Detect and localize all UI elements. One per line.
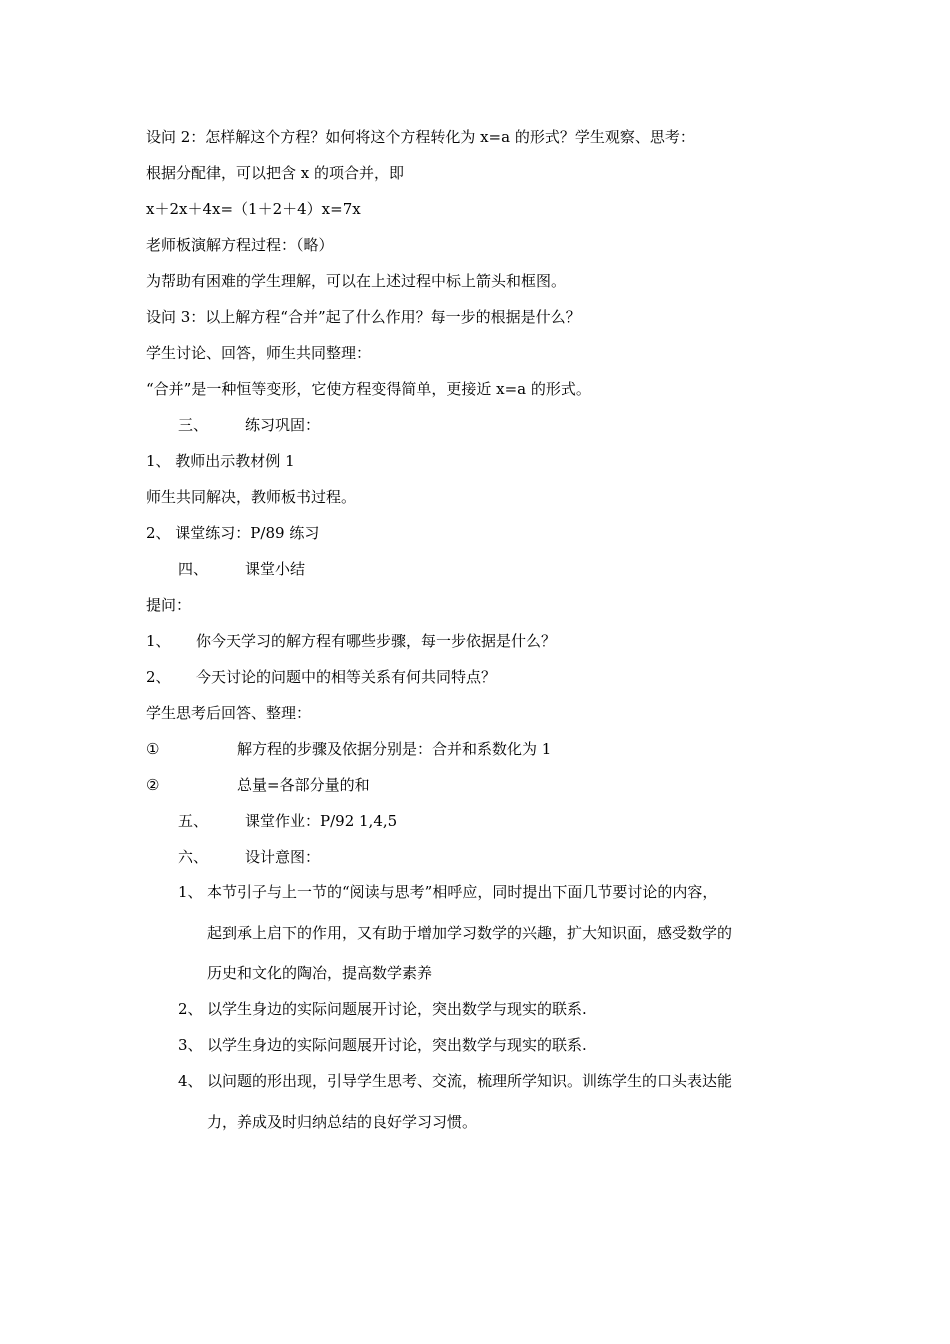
section-6-title: 设计意图： bbox=[245, 848, 321, 866]
practice-item-2: 2、 课堂练习：P/89 练习 bbox=[146, 524, 320, 542]
intent-item-1-line-2: 起到承上启下的作用，又有助于增加学习数学的兴趣，扩大知识面，感受数学的 bbox=[207, 924, 733, 942]
intent-item-3-number: 3、 bbox=[178, 1036, 203, 1054]
summary-after: 学生思考后回答、整理： bbox=[146, 704, 312, 722]
practice-item-1-detail: 师生共同解决，教师板书过程。 bbox=[146, 488, 357, 506]
intent-item-3-text: 以学生身边的实际问题展开讨论，突出数学与现实的联系. bbox=[207, 1036, 587, 1054]
intent-item-1-line-1: 本节引子与上一节的“阅读与思考”相呼应，同时提出下面几节要讨论的内容， bbox=[207, 883, 718, 901]
intent-item-4-line-1: 以问题的形出现，引导学生思考、交流，梳理所学知识。训练学生的口头表达能 bbox=[207, 1072, 733, 1090]
summary-answer-2-text: 总量=各部分量的和 bbox=[237, 776, 370, 794]
distributive-law-line: 根据分配律，可以把含 x 的项合并，即 bbox=[146, 164, 404, 182]
summary-question-2-text: 今天讨论的问题中的相等关系有何共同特点？ bbox=[196, 668, 497, 686]
intent-item-4-line-2: 力，养成及时归纳总结的良好学习习惯。 bbox=[207, 1113, 478, 1131]
section-6-number: 六、 bbox=[178, 848, 209, 866]
section-5-title: 课堂作业：P/92 1,4,5 bbox=[245, 812, 398, 830]
help-line: 为帮助有困难的学生理解，可以在上述过程中标上箭头和框图。 bbox=[146, 272, 567, 290]
question-2-line: 设问 2：怎样解这个方程？如何将这个方程转化为 x=a 的形式？学生观察、思考： bbox=[146, 128, 695, 146]
intent-item-2-number: 2、 bbox=[178, 1000, 203, 1018]
section-3-number: 三、 bbox=[178, 416, 209, 434]
summary-ask: 提问： bbox=[146, 596, 192, 614]
teacher-demo-line: 老师板演解方程过程：（略） bbox=[146, 236, 334, 254]
summary-question-1-number: 1、 bbox=[146, 632, 171, 650]
summary-answer-2-marker: ② bbox=[146, 776, 160, 794]
equation-line: x＋2x＋4x=（1＋2＋4）x=7x bbox=[146, 200, 361, 218]
intent-item-1-line-3: 历史和文化的陶冶，提高数学素养 bbox=[207, 964, 433, 982]
intent-item-4-number: 4、 bbox=[178, 1072, 203, 1090]
section-4-number: 四、 bbox=[178, 560, 209, 578]
intent-item-2-text: 以学生身边的实际问题展开讨论，突出数学与现实的联系. bbox=[207, 1000, 587, 1018]
summary-answer-1-text: 解方程的步骤及依据分别是：合并和系数化为 1 bbox=[237, 740, 552, 758]
summary-question-1-text: 你今天学习的解方程有哪些步骤，每一步依据是什么？ bbox=[196, 632, 557, 650]
summary-question-2-number: 2、 bbox=[146, 668, 171, 686]
merge-line: “合并”是一种恒等变形，它使方程变得简单，更接近 x=a 的形式。 bbox=[146, 380, 591, 398]
section-4-title: 课堂小结 bbox=[245, 560, 306, 578]
discussion-line: 学生讨论、回答，师生共同整理： bbox=[146, 344, 372, 362]
section-3-title: 练习巩固： bbox=[245, 416, 321, 434]
intent-item-1-number: 1、 bbox=[178, 883, 203, 901]
summary-answer-1-marker: ① bbox=[146, 740, 160, 758]
section-5-number: 五、 bbox=[178, 812, 209, 830]
practice-item-1: 1、 教师出示教材例 1 bbox=[146, 452, 295, 470]
question-3-line: 设问 3：以上解方程“合并”起了什么作用？每一步的根据是什么？ bbox=[146, 308, 581, 326]
